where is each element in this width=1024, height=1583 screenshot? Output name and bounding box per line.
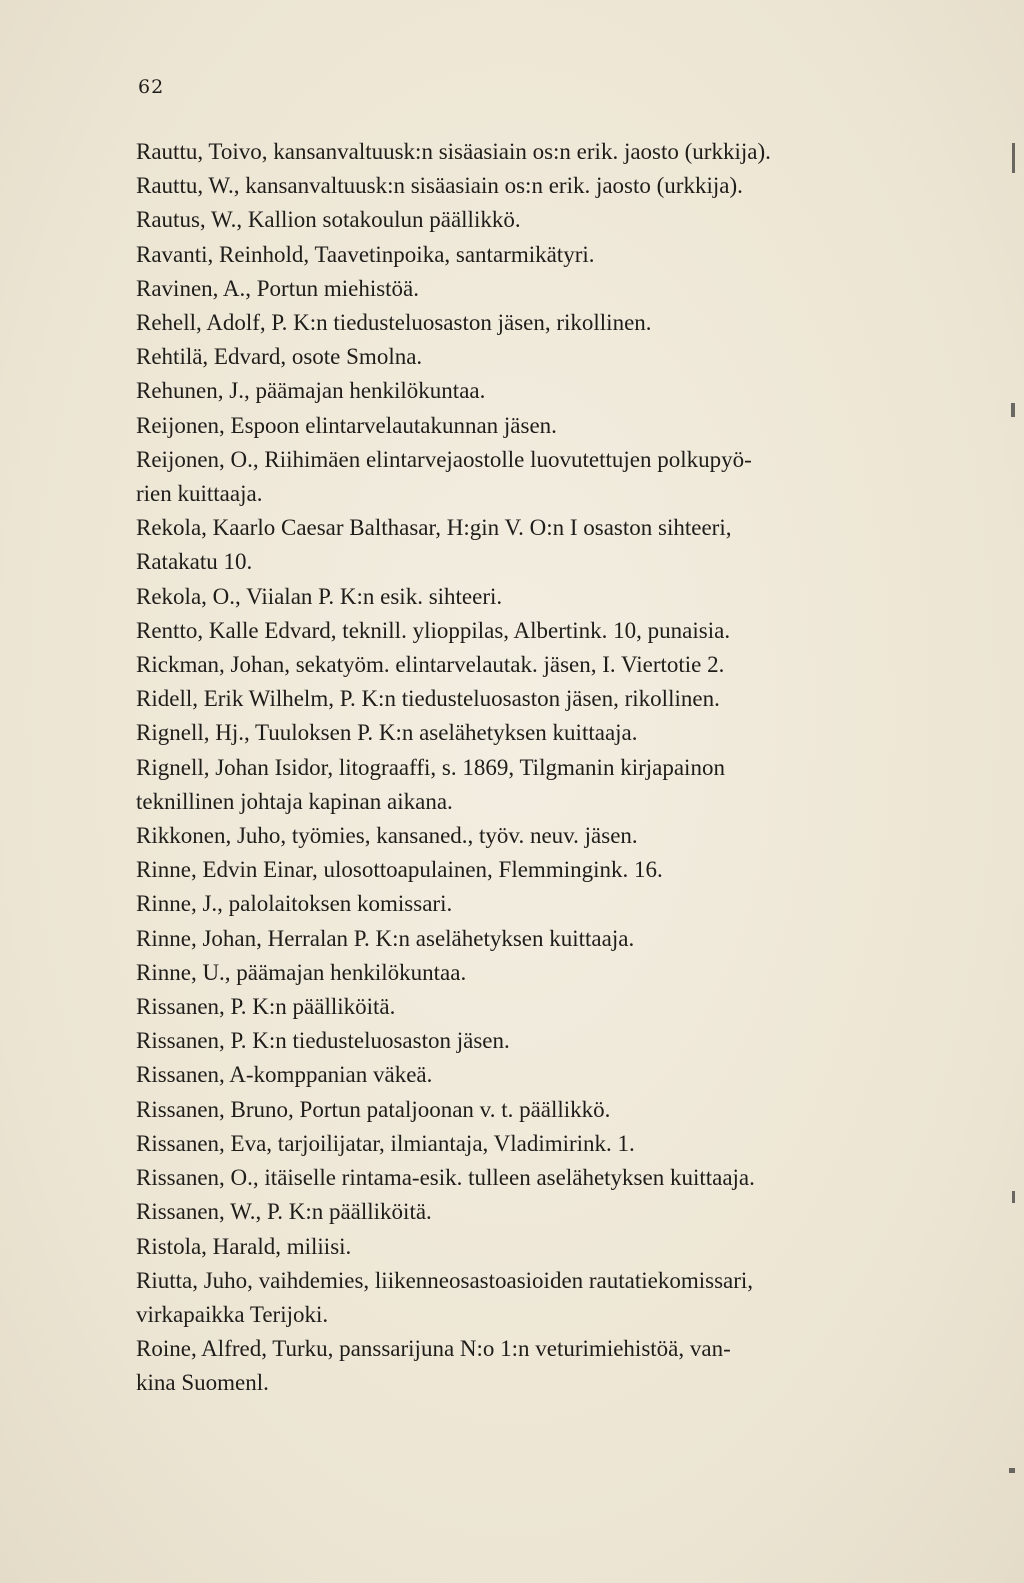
entry-text: Rissanen, Bruno, Portun pataljoonan v. t. päällikkö.	[136, 1096, 611, 1122]
list-item	[136, 135, 926, 169]
entry-text: Rehell, Adolf, P. K:n tiedusteluosaston jäsen, rikollinen.	[136, 310, 652, 336]
entry-text: Rauttu, Toivo, kansanvaltuusk:n sisäasiain os:n erik. jaosto (urkkija).	[136, 139, 771, 164]
list-item	[136, 340, 926, 374]
list-item	[136, 956, 926, 990]
entry-text: Rikkonen, Juho, työmies, kansaned., työv. neuv. jäsen.	[136, 823, 638, 849]
entry-text: Ridell, Erik Wilhelm, P. K:n tiedusteluosaston jäsen, rikollinen.	[136, 686, 720, 712]
list-item	[136, 306, 926, 340]
list-item	[136, 922, 926, 956]
list-item	[136, 1058, 926, 1092]
entry-text: Rehtilä, Edvard, osote Smolna.	[136, 344, 423, 370]
list-item	[136, 1127, 926, 1161]
entry-text: Rignell, Johan Isidor, litograaffi, s. 1869, Tilgmanin kirjapainon	[136, 754, 725, 780]
margin-mark	[1011, 403, 1015, 417]
entry-continuation: Ratakatu 10.	[136, 549, 253, 575]
entry-text: Reijonen, O., Riihimäen elintarvejaostolle luovutettujen polkupyö-	[136, 446, 752, 472]
entry-text: Rinne, U., päämajan henkilökuntaa.	[136, 959, 467, 985]
entry-text: Rinne, Johan, Herralan P. K:n aselähetyksen kuittaaja.	[136, 925, 635, 951]
entry-text: Roine, Alfred, Turku, panssarijuna N:o 1:n veturimiehistöä, van-	[136, 1336, 731, 1362]
entry-text: Rissanen, Eva, tarjoilijatar, ilmiantaja, Vladimirink. 1.	[136, 1130, 635, 1156]
entry-text: Rinne, Edvin Einar, ulosottoapulainen, Flemmingink. 16.	[136, 857, 663, 883]
entry-continuation: kina Suomenl.	[136, 1370, 269, 1396]
list-item	[136, 1161, 926, 1195]
list-item	[136, 580, 926, 614]
list-item	[136, 648, 926, 682]
list-item	[136, 751, 926, 819]
list-item	[136, 1024, 926, 1058]
entry-text: Rentto, Kalle Edvard, teknill. ylioppilas, Albertink. 10, punaisia.	[136, 617, 731, 643]
margin-mark	[1012, 143, 1015, 173]
page-number: 62	[138, 76, 165, 98]
entry-continuation: teknillinen johtaja kapinan aikana.	[136, 788, 453, 814]
entry-text: Rissanen, P. K:n tiedusteluosaston jäsen.	[136, 1028, 510, 1054]
entry-text: Reijonen, Espoon elintarvelautakunnan jäsen.	[136, 412, 557, 438]
list-item	[136, 614, 926, 648]
list-item	[136, 1264, 926, 1332]
entry-text: Ristola, Harald, miliisi.	[136, 1233, 352, 1259]
list-item	[136, 443, 926, 511]
entry-text: Ravanti, Reinhold, Taavetinpoika, santarmikätyri.	[136, 241, 595, 267]
list-item	[136, 272, 926, 306]
list-item	[136, 374, 926, 408]
list-item	[136, 238, 926, 272]
entry-text: Rekola, O., Viialan P. K:n esik. sihteeri.	[136, 583, 503, 609]
list-item	[136, 853, 926, 887]
list-item	[136, 511, 926, 579]
list-item	[136, 1332, 926, 1400]
margin-mark	[1012, 1191, 1015, 1203]
entry-continuation: rien kuittaaja.	[136, 481, 263, 507]
list-item	[136, 1093, 926, 1127]
list-item	[136, 682, 926, 716]
entry-text: Riutta, Juho, vaihdemies, liikenneosastoasioiden rautatiekomissari,	[136, 1267, 754, 1293]
list-item	[136, 990, 926, 1024]
list-item	[136, 409, 926, 443]
entry-text: Rinne, J., palolaitoksen komissari.	[136, 891, 453, 917]
list-item	[136, 1230, 926, 1264]
entry-text: Rignell, Hj., Tuuloksen P. K:n aselähetyksen kuittaaja.	[136, 720, 638, 746]
list-item	[136, 169, 926, 203]
entry-text: Rickman, Johan, sekatyöm. elintarvelautak. jäsen, I. Viertotie 2.	[136, 652, 725, 678]
list-item	[136, 1195, 926, 1229]
entry-text: Rissanen, W., P. K:n päälliköitä.	[136, 1199, 432, 1225]
entry-text: Ravinen, A., Portun miehistöä.	[136, 275, 420, 301]
entry-text: Rissanen, A-komppanian väkeä.	[136, 1062, 433, 1088]
entry-continuation: virkapaikka Terijoki.	[136, 1301, 329, 1327]
margin-mark	[1009, 1468, 1015, 1473]
entry-text: Rauttu, W., kansanvaltuusk:n sisäasiain os:n erik. jaosto (urkkija).	[136, 173, 743, 199]
list-item	[136, 819, 926, 853]
entry-text: Rissanen, P. K:n päälliköitä.	[136, 994, 396, 1020]
entry-list	[136, 135, 926, 1401]
list-item	[136, 887, 926, 921]
entry-text: Rehunen, J., päämajan henkilökuntaa.	[136, 378, 486, 404]
list-item	[136, 716, 926, 750]
list-item	[136, 203, 926, 237]
entry-text: Rekola, Kaarlo Caesar Balthasar, H:gin V. O:n I osaston sihteeri,	[136, 515, 732, 541]
entry-text: Rautus, W., Kallion sotakoulun päällikkö.	[136, 207, 521, 233]
entry-text: Rissanen, O., itäiselle rintama-esik. tulleen aselähetyksen kuittaaja.	[136, 1165, 755, 1191]
